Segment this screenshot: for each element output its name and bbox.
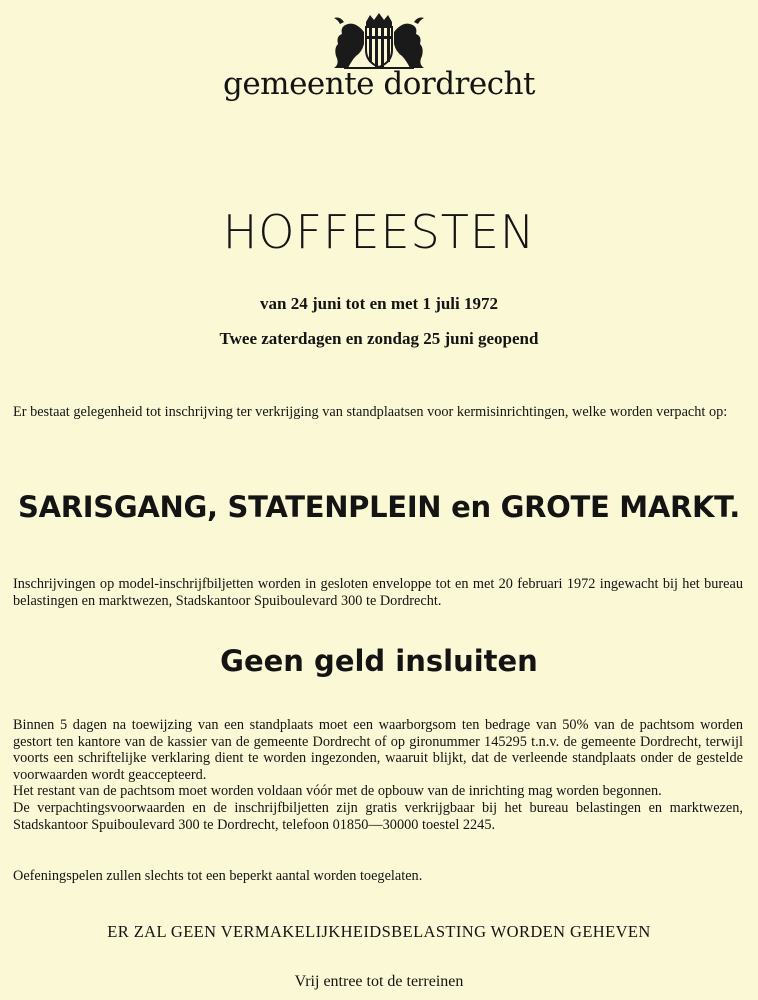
deposit-paragraph: Binnen 5 dagen na toewijzing van een standplaats moet een waarborgsom ten bedrage van 50% van de pachtsom worden gestort ten kantore van de kassier van de gemeente Dordrecht of op gironummer 145295 t.n.v. de gemeente Dordrecht, terwijl voorts een schriftelijke verklaring dient te worden ingezonden, waaruit blijkt, dat de verleende standplaats onder de gestelde voorwaarden wordt geaccepteerd.	[13, 717, 743, 783]
locations-headline: SARISGANG, STATENPLEIN en GROTE MARKT.	[18, 490, 740, 524]
intro-paragraph: Er bestaat gelegenheid tot inschrijving ter verkrijging van standplaatsen voor kermisinrichtingen, welke worden verpacht op:	[13, 404, 728, 420]
no-money-heading: Geen geld insluiten	[220, 644, 538, 678]
terms-paragraph: De verpachtingsvoorwaarden en de inschrijfbiljetten zijn gratis verkrijgbaar bij het bureau belastingen en marktwezen, Stadskantoor Spuiboulevard 300 te Dordrecht, telefoon 01850—30000 toestel 2245.	[13, 799, 743, 833]
registration-paragraph: Inschrijvingen op model-inschrijfbiljetten worden in gesloten enveloppe tot en met 20 februari 1972 ingewacht bij het bureau belastingen en marktwezen, Stadskantoor Spuiboulevard 300 te Dordrecht.	[13, 576, 743, 609]
remainder-paragraph: Het restant van de pachtsom moet worden voldaan vóór met de opbouw van de inrichting mag worden begonnen.	[13, 783, 662, 800]
municipality-name: gemeente dordrecht	[222, 66, 536, 102]
event-dates: van 24 juni tot en met 1 juli 1972	[260, 294, 498, 313]
dordrecht-coat-of-arms-icon	[330, 12, 428, 70]
opening-days: Twee zaterdagen en zondag 25 juni geopend	[219, 329, 539, 348]
free-entry-notice: Vrij entree tot de terreinen	[294, 973, 464, 990]
conditions-block	[13, 717, 743, 833]
tax-notice: ER ZAL GEEN VERMAKELIJKHEIDSBELASTING WORDEN GEHEVEN	[107, 922, 651, 941]
practice-games-paragraph: Oefeningspelen zullen slechts tot een beperkt aantal worden toegelaten.	[13, 868, 423, 884]
page-title: HOFFEESTEN	[222, 205, 536, 259]
